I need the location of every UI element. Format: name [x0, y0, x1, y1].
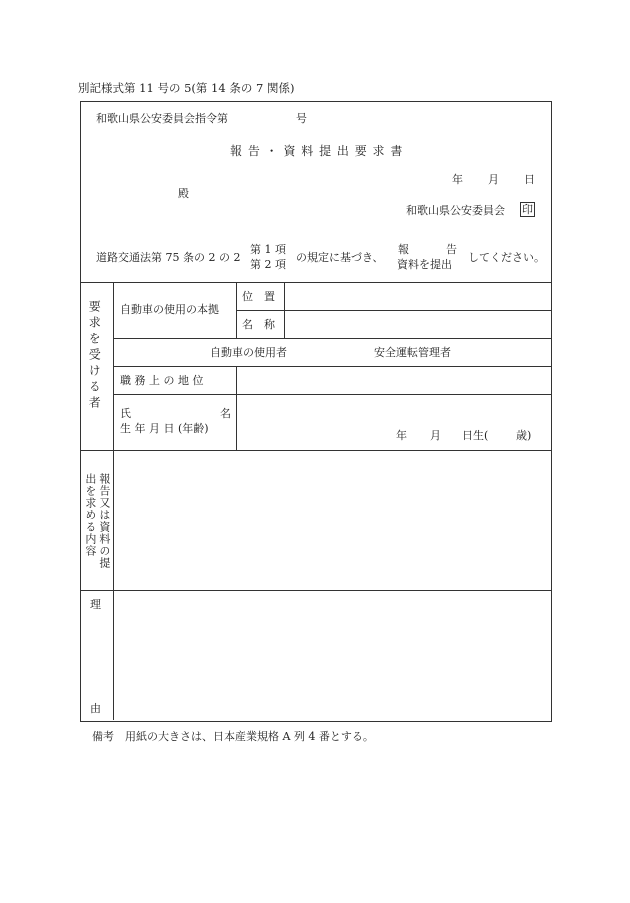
legal-basis-middle: の規定に基づき、 [296, 251, 384, 264]
legal-basis-report-char2: 告 [446, 243, 457, 256]
divider-top-section [80, 282, 551, 283]
content-side-label-line2: 出を求める内容 [83, 473, 97, 557]
date-year: 年 [452, 173, 463, 186]
divider-left-column [113, 282, 114, 720]
reason-char-bottom: 由 [90, 702, 101, 715]
footer-note: 備考 用紙の大きさは、日本産業規格 A 列 4 番とする。 [92, 730, 374, 743]
date-day: 日 [524, 173, 535, 186]
divider-user-row [114, 338, 551, 339]
legal-basis-submit: 資料を提出 [397, 258, 452, 271]
person-name-char2: 名 [220, 407, 231, 420]
divider-role-row [114, 366, 551, 367]
divider-recipient-section [80, 450, 551, 451]
content-side-label-line1: 報告又は資料の提 [97, 473, 111, 569]
birth-year: 年 [396, 429, 407, 442]
divider-content-section [80, 590, 551, 591]
safety-manager-label: 安全運転管理者 [374, 346, 451, 359]
legal-basis-item2: 第 2 項 [250, 258, 286, 271]
form-reference: 別記様式第 11 号の 5(第 14 条の 7 関係) [78, 81, 295, 95]
designation-suffix: 号 [296, 112, 307, 125]
legal-basis-report-char1: 報 [398, 243, 409, 256]
birth-month: 月 [430, 429, 441, 442]
divider-position-label [236, 366, 237, 450]
form-title: 報 告 ・ 資 料 提 出 要 求 書 [230, 144, 404, 158]
seal-mark: 印 [522, 203, 533, 216]
birth-date-label: 生 年 月 日 (年齢) [120, 422, 209, 435]
reason-char-top: 理 [90, 598, 101, 611]
vehicle-base-label: 自動車の使用の本拠 [120, 303, 219, 316]
legal-basis-suffix: してください。 [468, 251, 545, 264]
divider-base-label [236, 282, 237, 338]
designation-prefix: 和歌山県公安委員会指令第 [96, 112, 228, 125]
divider-base-sublabel [284, 282, 285, 338]
birth-age: 歳) [516, 429, 532, 442]
addressee-suffix: 殿 [178, 187, 189, 200]
position-label: 職 務 上 の 地 位 [120, 374, 204, 387]
legal-basis-prefix: 道路交通法第 75 条の 2 の 2 [96, 251, 241, 264]
divider-position-row [114, 394, 551, 395]
vehicle-user-label: 自動車の使用者 [210, 346, 287, 359]
recipient-side-label: 要求を受ける者 [87, 300, 102, 412]
location-label: 位 置 [242, 290, 275, 303]
form-frame [80, 101, 552, 722]
legal-basis-item1: 第 1 項 [250, 243, 286, 256]
person-name-char1: 氏 [120, 407, 131, 420]
name-label: 名 称 [242, 318, 275, 331]
date-month: 月 [488, 173, 499, 186]
issuer-name: 和歌山県公安委員会 [406, 204, 505, 217]
birth-day: 日生( [462, 429, 489, 442]
